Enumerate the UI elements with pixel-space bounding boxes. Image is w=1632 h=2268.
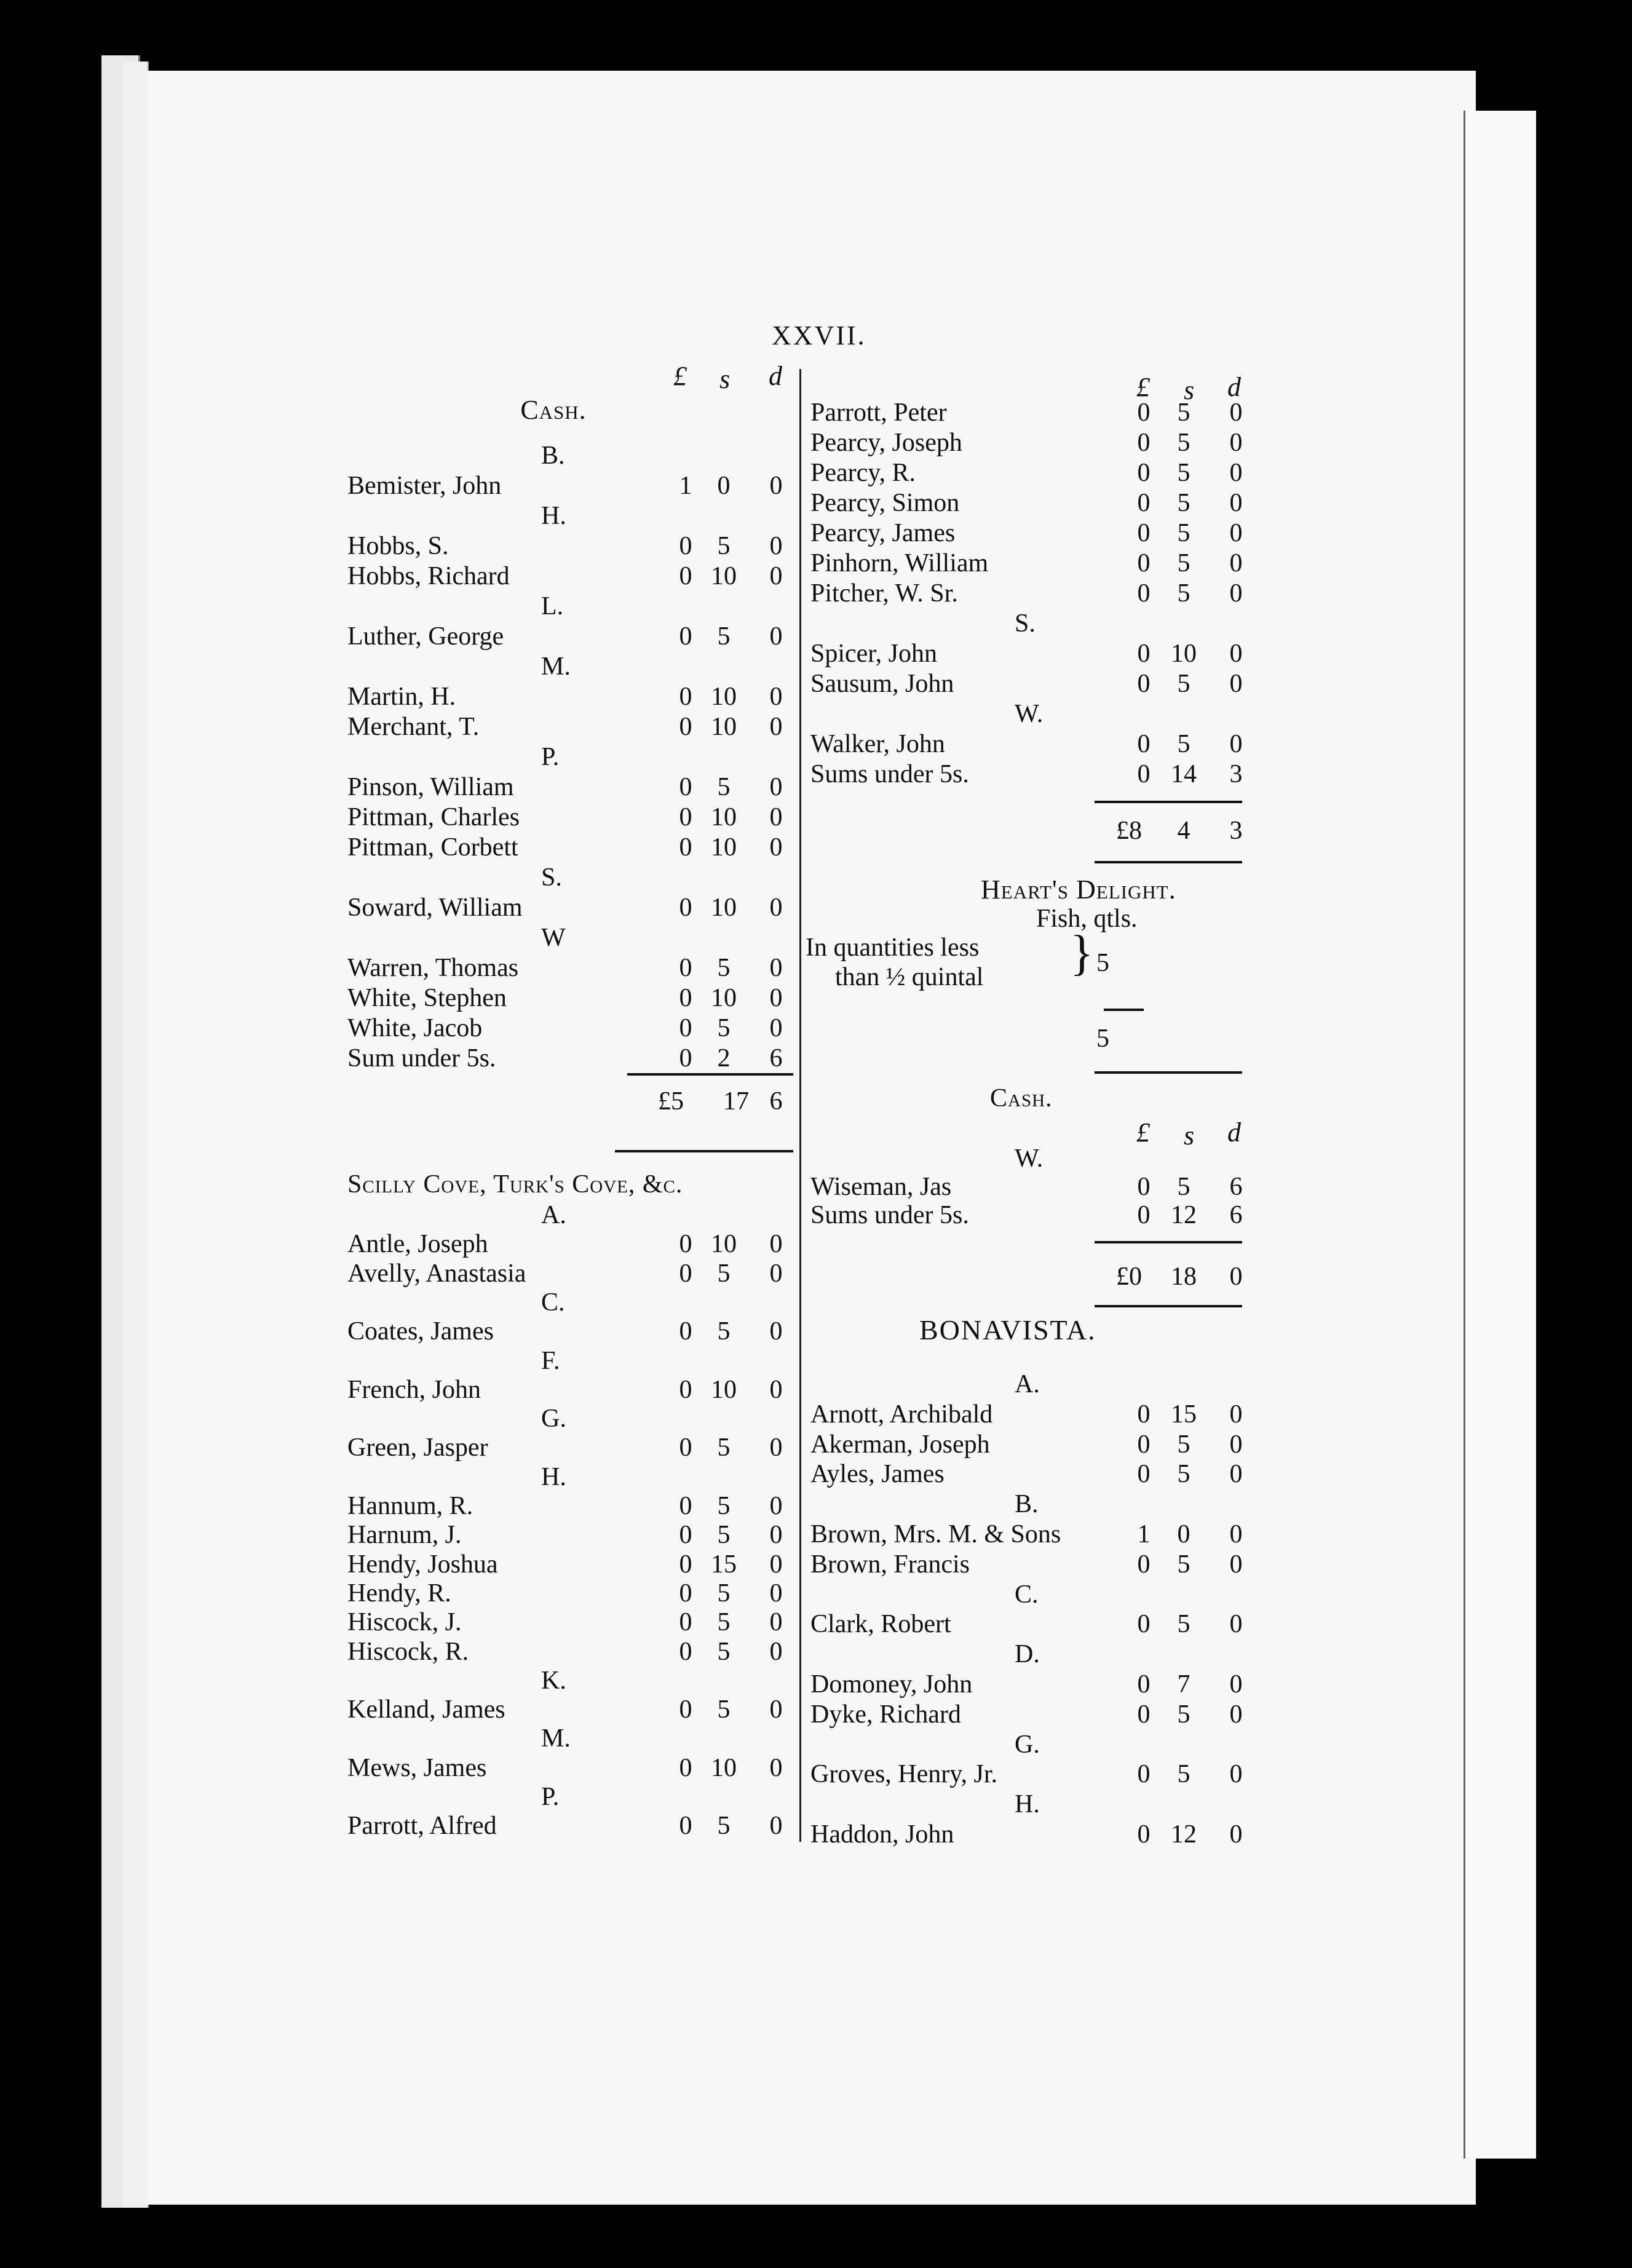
shillings-value: 5 <box>1177 489 1190 517</box>
shillings-value: 5 <box>1177 519 1190 547</box>
pence-value: 0 <box>769 1492 783 1520</box>
pence-value: 0 <box>1229 398 1243 427</box>
pence-header: d <box>769 361 782 391</box>
entry-name: Pearcy, Joseph <box>810 429 962 457</box>
shillings-value: 5 <box>717 622 731 651</box>
pence-value: 0 <box>769 472 783 500</box>
hearts-delight-total-shillings: 18 <box>1171 1263 1197 1291</box>
pence-value: 0 <box>769 984 783 1012</box>
pounds-value: 0 <box>1137 1550 1151 1579</box>
shillings-value: 5 <box>1177 429 1190 457</box>
pence-value: 0 <box>769 1695 783 1724</box>
pounds-value: 0 <box>1137 1400 1151 1429</box>
section-letter: G. <box>1015 1730 1040 1759</box>
pence-value: 0 <box>769 1550 783 1579</box>
bonavista-title: BONAVISTA. <box>919 1314 1096 1346</box>
right-cash-total-pence: 3 <box>1229 817 1243 845</box>
pounds-value: 0 <box>679 773 692 801</box>
shillings-value: 5 <box>717 1014 731 1042</box>
pounds-value: 0 <box>679 1608 692 1637</box>
pounds-value: 0 <box>679 1753 692 1782</box>
pounds-value: 0 <box>1137 730 1151 758</box>
shillings-value: 10 <box>711 562 737 590</box>
hearts-delight-total-pounds: £0 <box>1116 1263 1142 1291</box>
pounds-value: 0 <box>679 954 692 982</box>
pence-header: d <box>1227 1117 1241 1148</box>
right-cash-total-pounds: £8 <box>1116 817 1142 845</box>
pounds-value: 0 <box>679 1695 692 1724</box>
pence-value: 0 <box>1229 1700 1243 1729</box>
entry-name: Pearcy, Simon <box>810 489 960 517</box>
entry-name: Pearcy, R. <box>810 459 916 487</box>
pence-value: 0 <box>1229 1460 1243 1489</box>
section-letter: H. <box>1015 1790 1040 1819</box>
fish-quantity: 5 <box>1096 949 1109 977</box>
pounds-value: 0 <box>1137 640 1151 668</box>
pence-value: 0 <box>1229 579 1243 608</box>
entry-name: Sums under 5s. <box>810 1201 969 1229</box>
pounds-value: 0 <box>679 833 692 862</box>
shillings-value: 5 <box>1177 459 1190 487</box>
shillings-header: s <box>1184 375 1195 405</box>
entry-name: Merchant, T. <box>347 713 480 741</box>
shillings-value: 15 <box>1171 1400 1197 1429</box>
pence-value: 0 <box>1229 670 1243 698</box>
left-cash-total-pence: 6 <box>769 1087 783 1116</box>
pence-value: 0 <box>769 622 783 651</box>
shillings-value: 5 <box>1177 1610 1190 1639</box>
pence-value: 0 <box>769 1579 783 1608</box>
right-cash-total-shillings: 4 <box>1177 817 1190 845</box>
section-letter: S. <box>541 863 562 892</box>
pence-value: 0 <box>769 894 783 922</box>
shillings-value: 0 <box>717 472 731 500</box>
total-rule <box>627 1073 793 1076</box>
entry-name: Haddon, John <box>810 1820 954 1849</box>
entry-name: French, John <box>347 1375 481 1404</box>
next-page-edge <box>1464 111 1536 2159</box>
pounds-value: 0 <box>1137 1610 1151 1639</box>
total-rule <box>1095 1071 1242 1074</box>
hearts-delight-cash-title: Cash. <box>990 1084 1053 1112</box>
pounds-value: 0 <box>1137 398 1151 427</box>
entry-name: Warren, Thomas <box>347 954 519 982</box>
pence-value: 0 <box>769 1521 783 1550</box>
pence-value: 0 <box>1229 519 1243 547</box>
left-cash-total-pounds: £5 <box>658 1087 684 1116</box>
entry-name: Kelland, James <box>347 1695 505 1724</box>
pounds-value: 0 <box>1137 549 1151 577</box>
entry-name: Walker, John <box>810 730 945 758</box>
entry-name: Hiscock, R. <box>347 1637 469 1666</box>
pounds-value: 0 <box>679 1637 692 1666</box>
shillings-value: 5 <box>1177 1173 1190 1201</box>
shillings-value: 10 <box>711 984 737 1012</box>
entry-name: Hannum, R. <box>347 1492 473 1520</box>
entry-name: Mews, James <box>347 1753 487 1782</box>
pence-value: 0 <box>1229 1670 1243 1699</box>
shillings-value: 5 <box>717 954 731 982</box>
pence-value: 0 <box>1229 1430 1243 1459</box>
pounds-value: 0 <box>679 1317 692 1346</box>
section-letter: H. <box>541 502 566 530</box>
entry-name: Hiscock, J. <box>347 1608 462 1637</box>
entry-name: Akerman, Joseph <box>810 1430 990 1459</box>
entry-name: White, Stephen <box>347 984 507 1012</box>
pounds-value: 0 <box>679 1014 692 1042</box>
pounds-value: 0 <box>1137 1460 1151 1489</box>
cash-title: Cash. <box>520 395 587 425</box>
pence-value: 0 <box>769 532 783 560</box>
shillings-value: 5 <box>1177 730 1190 758</box>
section-letter: P. <box>541 1783 560 1811</box>
total-rule <box>1095 861 1242 863</box>
entry-name: Pitcher, W. Sr. <box>810 579 958 608</box>
entry-name: Pearcy, James <box>810 519 956 547</box>
pounds-value: 0 <box>679 1259 692 1288</box>
section-letter: K. <box>541 1666 566 1695</box>
shillings-value: 5 <box>717 1492 731 1520</box>
shillings-value: 5 <box>1177 549 1190 577</box>
shillings-value: 10 <box>711 1753 737 1782</box>
shillings-value: 10 <box>711 713 737 741</box>
pence-value: 0 <box>1229 1610 1243 1639</box>
shillings-value: 10 <box>711 1230 737 1259</box>
pounds-value: 0 <box>1137 579 1151 608</box>
pounds-value: 0 <box>679 894 692 922</box>
entry-name: Ayles, James <box>810 1460 945 1489</box>
pounds-value: 0 <box>1137 1201 1151 1229</box>
pounds-value: 0 <box>679 713 692 741</box>
entry-name: Arnott, Archibald <box>810 1400 993 1429</box>
shillings-value: 10 <box>711 683 737 711</box>
pounds-header: £ <box>673 361 687 391</box>
pounds-value: 0 <box>679 1492 692 1520</box>
entry-name: Wiseman, Jas <box>810 1173 952 1201</box>
shillings-value: 5 <box>717 1579 731 1608</box>
pence-value: 0 <box>769 803 783 831</box>
shillings-value: 5 <box>1177 398 1190 427</box>
fish-line-2: than ½ quintal <box>835 963 984 991</box>
entry-name: Avelly, Anastasia <box>347 1259 526 1288</box>
shillings-value: 5 <box>717 532 731 560</box>
shillings-value: 5 <box>1177 1550 1190 1579</box>
total-rule <box>615 1150 793 1152</box>
section-letter: W <box>541 924 566 952</box>
shillings-value: 5 <box>717 1317 731 1346</box>
pence-value: 0 <box>1229 1820 1243 1849</box>
entry-name: Parrott, Alfred <box>347 1812 497 1841</box>
document-page <box>148 71 1476 2205</box>
pence-value: 0 <box>1229 640 1243 668</box>
section-letter: W. <box>1015 1144 1044 1173</box>
pounds-value: 0 <box>679 1579 692 1608</box>
pence-value: 0 <box>1229 459 1243 487</box>
shillings-value: 5 <box>717 1695 731 1724</box>
entry-name: Pinhorn, William <box>810 549 989 577</box>
pounds-value: 0 <box>679 1375 692 1404</box>
book-spine-edge <box>123 61 149 2208</box>
pence-value: 0 <box>769 954 783 982</box>
scilly-cove-title: Scilly Cove, Turk's Cove, &c. <box>347 1170 683 1199</box>
section-letter: M. <box>541 652 571 681</box>
section-letter: C. <box>541 1288 565 1317</box>
shillings-value: 5 <box>717 1608 731 1637</box>
section-letter: P. <box>541 743 560 771</box>
pounds-value: 0 <box>1137 670 1151 698</box>
shillings-value: 0 <box>1177 1520 1190 1548</box>
shillings-value: 12 <box>1171 1201 1197 1229</box>
pence-value: 6 <box>1229 1201 1243 1229</box>
pence-value: 6 <box>1229 1173 1243 1201</box>
section-letter: D. <box>1015 1640 1040 1669</box>
entry-name: Green, Jasper <box>347 1433 488 1462</box>
section-letter: M. <box>541 1724 571 1753</box>
entry-name: Parrott, Peter <box>810 398 947 427</box>
entry-name: Sums under 5s. <box>810 760 969 788</box>
entry-name: Brown, Mrs. M. & Sons <box>810 1520 1061 1548</box>
entry-name: Clark, Robert <box>810 1610 951 1639</box>
section-letter: L. <box>541 592 564 621</box>
shillings-value: 15 <box>711 1550 737 1579</box>
shillings-value: 5 <box>717 1259 731 1288</box>
pounds-value: 0 <box>1137 459 1151 487</box>
shillings-value: 14 <box>1171 760 1197 788</box>
shillings-value: 5 <box>717 1433 731 1462</box>
pence-value: 0 <box>1229 549 1243 577</box>
shillings-value: 5 <box>1177 1460 1190 1489</box>
pence-header: d <box>1227 372 1241 402</box>
entry-name: Hobbs, S. <box>347 532 449 560</box>
section-letter: F. <box>541 1346 560 1375</box>
curly-brace: } <box>1070 926 1094 980</box>
pounds-header: £ <box>1136 372 1150 402</box>
shillings-value: 5 <box>1177 670 1190 698</box>
section-letter: H. <box>541 1462 566 1491</box>
shillings-value: 10 <box>1171 640 1197 668</box>
shillings-value: 5 <box>1177 579 1190 608</box>
pounds-value: 0 <box>679 1812 692 1841</box>
pounds-value: 0 <box>1137 760 1151 788</box>
entry-name: Bemister, John <box>347 472 502 500</box>
entry-name: Hendy, Joshua <box>347 1550 498 1579</box>
pounds-value: 0 <box>1137 1820 1151 1849</box>
pence-value: 0 <box>769 833 783 862</box>
shillings-value: 5 <box>717 1812 731 1841</box>
hearts-delight-title: Heart's Delight. <box>981 874 1176 905</box>
shillings-value: 5 <box>717 1521 731 1550</box>
entry-name: Luther, George <box>347 622 504 651</box>
entry-name: Hendy, R. <box>347 1579 451 1608</box>
shillings-value: 7 <box>1177 1670 1190 1699</box>
section-letter: B. <box>541 442 565 470</box>
entry-name: Coates, James <box>347 1317 494 1346</box>
pence-value: 0 <box>1229 1520 1243 1548</box>
total-rule <box>1104 1009 1144 1011</box>
pence-value: 0 <box>769 1753 783 1782</box>
pence-value: 0 <box>769 1608 783 1637</box>
pence-value: 0 <box>769 1259 783 1288</box>
entry-name: Spicer, John <box>810 640 937 668</box>
shillings-header: s <box>719 364 731 394</box>
pence-value: 0 <box>1229 1400 1243 1429</box>
section-letter: W. <box>1015 700 1044 728</box>
page-number: XXVII. <box>772 320 866 351</box>
pounds-value: 0 <box>679 1230 692 1259</box>
section-letter: G. <box>541 1405 566 1433</box>
pounds-value: 0 <box>1137 519 1151 547</box>
pounds-value: 0 <box>679 1550 692 1579</box>
pence-value: 0 <box>769 1433 783 1462</box>
shillings-value: 5 <box>1177 1430 1190 1459</box>
pounds-value: 0 <box>679 622 692 651</box>
fish-total: 5 <box>1096 1025 1109 1053</box>
entry-name: Domoney, John <box>810 1670 973 1699</box>
column-divider <box>799 369 801 1842</box>
pounds-value: 0 <box>679 1044 692 1073</box>
shillings-value: 5 <box>1177 1700 1190 1729</box>
pence-value: 0 <box>1229 489 1243 517</box>
entry-name: Pinson, William <box>347 773 514 801</box>
pounds-header: £ <box>1136 1117 1150 1148</box>
pounds-value: 0 <box>679 1521 692 1550</box>
shillings-value: 5 <box>717 1637 731 1666</box>
entry-name: Dyke, Richard <box>810 1700 961 1729</box>
pounds-value: 0 <box>1137 429 1151 457</box>
fish-line-1: In quantities less <box>806 934 980 962</box>
shillings-value: 12 <box>1171 1820 1197 1849</box>
entry-name: Antle, Joseph <box>347 1230 488 1259</box>
pounds-value: 0 <box>1137 1700 1151 1729</box>
pence-value: 0 <box>769 1375 783 1404</box>
pence-value: 0 <box>769 1317 783 1346</box>
shillings-value: 10 <box>711 833 737 862</box>
shillings-header: s <box>1184 1120 1195 1151</box>
shillings-value: 10 <box>711 1375 737 1404</box>
entry-name: Martin, H. <box>347 683 456 711</box>
hearts-delight-total-pence: 0 <box>1229 1263 1243 1291</box>
pounds-value: 0 <box>679 562 692 590</box>
entry-name: Sausum, John <box>810 670 954 698</box>
pence-value: 0 <box>769 1230 783 1259</box>
section-letter: A. <box>1015 1370 1040 1398</box>
pence-value: 0 <box>769 1637 783 1666</box>
pounds-value: 0 <box>679 683 692 711</box>
pounds-value: 0 <box>1137 489 1151 517</box>
entry-name: White, Jacob <box>347 1014 483 1042</box>
pence-value: 0 <box>769 562 783 590</box>
pounds-value: 0 <box>679 984 692 1012</box>
pence-value: 3 <box>1229 760 1243 788</box>
section-letter: S. <box>1015 609 1036 638</box>
total-rule <box>1095 1241 1242 1243</box>
entry-name: Pittman, Charles <box>347 803 520 831</box>
pounds-value: 1 <box>679 472 692 500</box>
pounds-value: 0 <box>1137 1173 1151 1201</box>
pence-value: 0 <box>1229 1760 1243 1789</box>
section-letter: C. <box>1015 1580 1039 1609</box>
section-letter: B. <box>1015 1490 1039 1519</box>
pounds-value: 0 <box>679 532 692 560</box>
pence-value: 0 <box>1229 730 1243 758</box>
pounds-value: 0 <box>1137 1760 1151 1789</box>
pounds-value: 0 <box>679 1433 692 1462</box>
shillings-value: 2 <box>717 1044 731 1073</box>
shillings-value: 10 <box>711 803 737 831</box>
pence-value: 6 <box>769 1044 783 1073</box>
fish-quintals-header: Fish, qtls. <box>1036 905 1138 933</box>
pence-value: 0 <box>1229 429 1243 457</box>
pence-value: 0 <box>1229 1550 1243 1579</box>
pounds-value: 0 <box>1137 1670 1151 1699</box>
entry-name: Harnum, J. <box>347 1521 462 1550</box>
pence-value: 0 <box>769 713 783 741</box>
shillings-value: 10 <box>711 894 737 922</box>
entry-name: Soward, William <box>347 894 523 922</box>
pence-value: 0 <box>769 1014 783 1042</box>
pounds-value: 1 <box>1137 1520 1151 1548</box>
shillings-value: 5 <box>717 773 731 801</box>
left-cash-total-shillings: 17 <box>723 1087 749 1116</box>
entry-name: Groves, Henry, Jr. <box>810 1760 998 1789</box>
pounds-value: 0 <box>679 803 692 831</box>
pence-value: 0 <box>769 1812 783 1841</box>
pence-value: 0 <box>769 773 783 801</box>
total-rule <box>1095 1305 1242 1307</box>
entry-name: Brown, Francis <box>810 1550 970 1579</box>
entry-name: Pittman, Corbett <box>347 833 518 862</box>
total-rule <box>1095 801 1242 803</box>
pence-value: 0 <box>769 683 783 711</box>
section-letter: A. <box>541 1201 566 1229</box>
entry-name: Sum under 5s. <box>347 1044 496 1073</box>
pounds-value: 0 <box>1137 1430 1151 1459</box>
entry-name: Hobbs, Richard <box>347 562 510 590</box>
shillings-value: 5 <box>1177 1760 1190 1789</box>
